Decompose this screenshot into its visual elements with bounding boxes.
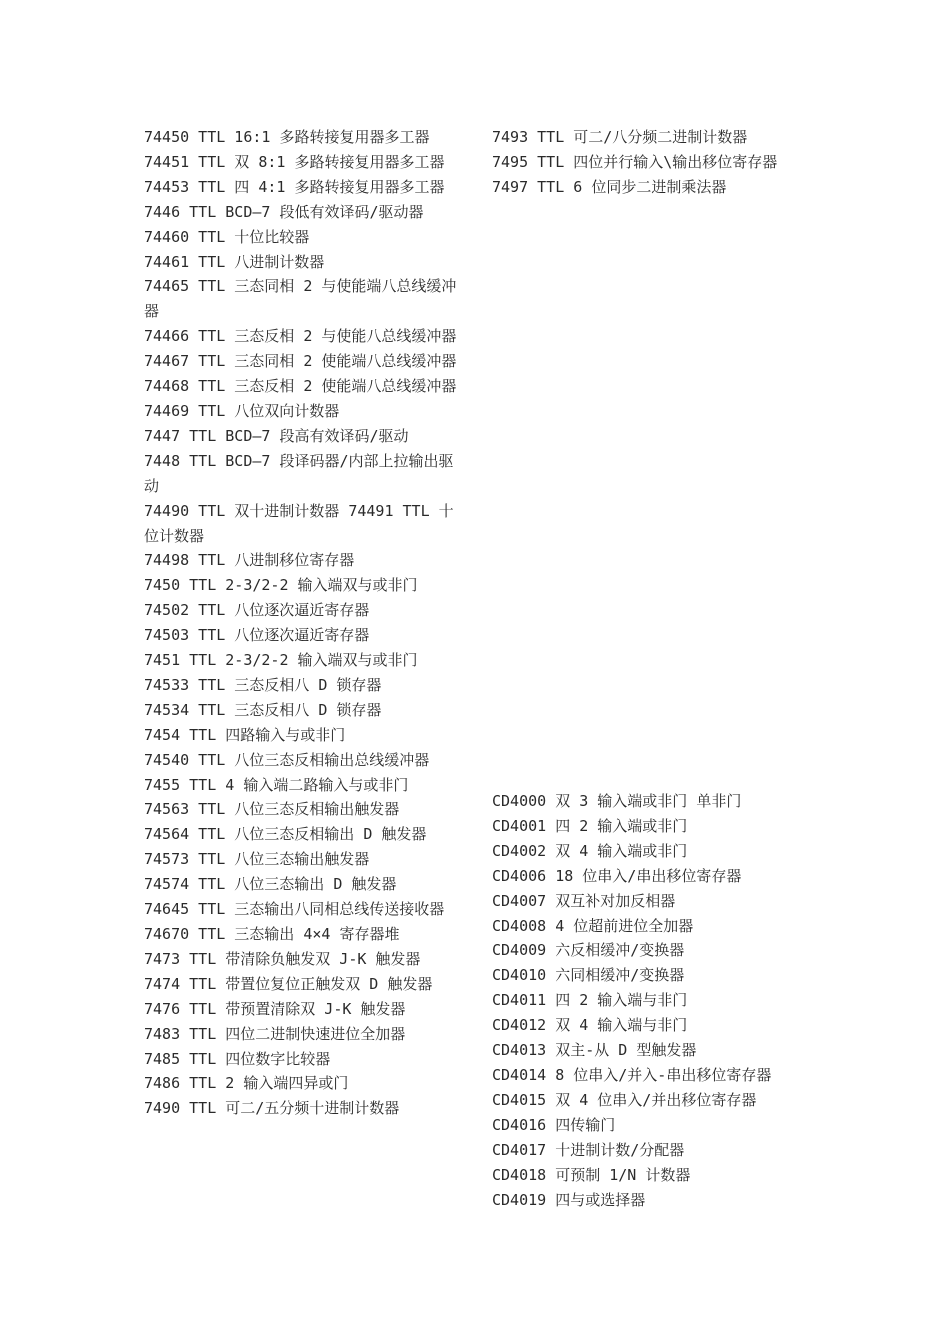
- text-line: 7476 TTL 带预置清除双 J-K 触发器: [144, 999, 406, 1018]
- text-line: 74450 TTL 16:1 多路转接复用器多工器: [144, 128, 430, 146]
- text-line: 7497 TTL 6 位同步二进制乘法器: [492, 177, 727, 196]
- text-line: CD4002 双 4 输入端或非门: [492, 841, 688, 860]
- text-line: CD4011 四 2 输入端与非门: [492, 991, 688, 1010]
- text-line: 7474 TTL 带置位复位正触发双 D 触发器: [144, 974, 433, 993]
- text-line: 7448 TTL BCD—7 段译码器/内部上拉输出驱动: [144, 451, 454, 495]
- text-line: CD4007 双互补对加反相器: [492, 891, 676, 910]
- right-top-text-column: [492, 125, 802, 200]
- text-line: 74563 TTL 八位三态反相输出触发器: [144, 800, 400, 819]
- text-line: CD4016 四传输门: [492, 1115, 616, 1134]
- text-line: 7486 TTL 2 输入端四异或门: [144, 1074, 349, 1093]
- text-line: 7451 TTL 2-3/2-2 输入端双与或非门: [144, 651, 418, 670]
- text-line: CD4009 六反相缓冲/变换器: [492, 941, 685, 960]
- text-line: CD4000 双 3 输入端或非门 单非门: [492, 792, 742, 810]
- text-line: 74461 TTL 八进制计数器: [144, 252, 325, 271]
- text-line: 74503 TTL 八位逐次逼近寄存器: [144, 626, 370, 645]
- text-line: CD4018 可预制 1/N 计数器: [492, 1165, 691, 1184]
- text-line: 74469 TTL 八位双向计数器: [144, 401, 340, 420]
- text-line: CD4010 六同相缓冲/变换器: [492, 966, 685, 985]
- text-line: CD4006 18 位串入/串出移位寄存器: [492, 866, 742, 885]
- text-line: CD4008 4 位超前进位全加器: [492, 916, 694, 935]
- text-line: CD4014 8 位串入/并入-串出移位寄存器: [492, 1065, 772, 1084]
- text-line: 74460 TTL 十位比较器: [144, 227, 310, 246]
- text-line: 7450 TTL 2-3/2-2 输入端双与或非门: [144, 576, 418, 595]
- text-line: 7483 TTL 四位二进制快速进位全加器: [144, 1024, 406, 1043]
- text-line: 74465 TTL 三态同相 2 与使能端八总线缓冲器: [144, 277, 457, 321]
- text-line: 7455 TTL 4 输入端二路输入与或非门: [144, 775, 409, 794]
- text-line: 7446 TTL BCD—7 段低有效译码/驱动器: [144, 202, 424, 221]
- text-line: 7493 TTL 可二/八分频二进制计数器: [492, 128, 748, 146]
- text-line: 74490 TTL 双十进制计数器 74491 TTL 十位计数器: [144, 501, 454, 545]
- text-line: 74540 TTL 八位三态反相输出总线缓冲器: [144, 750, 430, 769]
- text-line: CD4015 双 4 位串入/并出移位寄存器: [492, 1090, 757, 1109]
- text-line: 74468 TTL 三态反相 2 使能端八总线缓冲器: [144, 377, 457, 396]
- text-line: 74670 TTL 三态输出 4×4 寄存器堆: [144, 925, 400, 943]
- text-line: 74564 TTL 八位三态反相输出 D 触发器: [144, 825, 427, 844]
- text-line: 7490 TTL 可二/五分频十进制计数器: [144, 1099, 400, 1118]
- text-line: CD4001 四 2 输入端或非门: [492, 816, 688, 835]
- text-line: 74451 TTL 双 8:1 多路转接复用器多工器: [144, 152, 445, 171]
- text-line: CD4013 双主-从 D 型触发器: [492, 1041, 697, 1060]
- text-line: 74534 TTL 三态反相八 D 锁存器: [144, 700, 382, 719]
- text-line: CD4019 四与或选择器: [492, 1190, 646, 1209]
- text-line: 74498 TTL 八进制移位寄存器: [144, 551, 355, 570]
- text-line: 74645 TTL 三态输出八同相总线传送接收器: [144, 900, 445, 919]
- left-text-column: [144, 125, 462, 1121]
- text-line: CD4012 双 4 输入端与非门: [492, 1016, 688, 1035]
- right-bottom-text-column: [492, 789, 802, 1212]
- text-line: 74574 TTL 八位三态输出 D 触发器: [144, 875, 397, 894]
- text-line: 7485 TTL 四位数字比较器: [144, 1049, 331, 1068]
- text-line: CD4017 十进制计数/分配器: [492, 1140, 685, 1159]
- text-line: 74453 TTL 四 4:1 多路转接复用器多工器: [144, 177, 445, 196]
- text-line: 74573 TTL 八位三态输出触发器: [144, 850, 370, 869]
- text-line: 7447 TTL BCD—7 段高有效译码/驱动: [144, 426, 409, 445]
- text-line: 74533 TTL 三态反相八 D 锁存器: [144, 675, 382, 694]
- text-line: 74467 TTL 三态同相 2 使能端八总线缓冲器: [144, 352, 457, 371]
- text-line: 7454 TTL 四路输入与或非门: [144, 725, 346, 744]
- text-line: 74502 TTL 八位逐次逼近寄存器: [144, 601, 370, 620]
- text-line: 7473 TTL 带清除负触发双 J-K 触发器: [144, 949, 421, 968]
- text-line: 74466 TTL 三态反相 2 与使能八总线缓冲器: [144, 327, 457, 346]
- text-line: 7495 TTL 四位并行输入\输出移位寄存器: [492, 152, 778, 171]
